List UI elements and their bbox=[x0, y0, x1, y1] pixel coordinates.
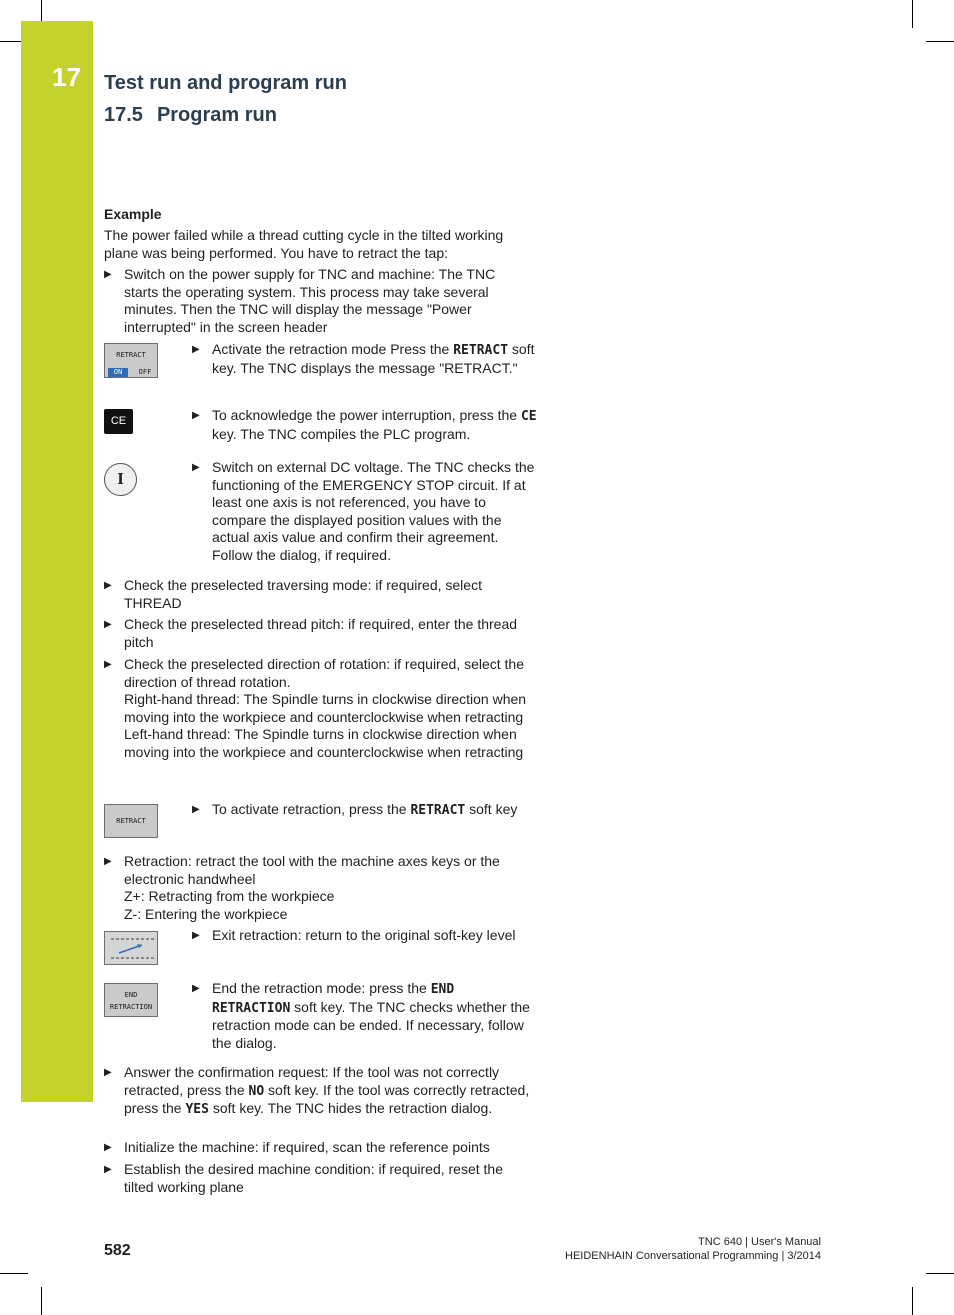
chapter-title: Test run and program run bbox=[104, 72, 347, 94]
off-indicator: OFF bbox=[138, 368, 152, 376]
footer-line-1: TNC 640 | User's Manual bbox=[698, 1236, 821, 1248]
example-heading: Example bbox=[104, 206, 162, 222]
section-title: Program run bbox=[156, 104, 277, 126]
crop-mark bbox=[926, 1273, 954, 1274]
bullet-arrow-icon: ▶ bbox=[104, 659, 112, 670]
bullet-arrow-icon: ▶ bbox=[104, 856, 112, 867]
softkey-row-icon bbox=[105, 932, 159, 966]
crop-mark bbox=[41, 0, 42, 21]
bullet-arrow-icon: ▶ bbox=[192, 804, 200, 815]
bullet-arrow-icon: ▶ bbox=[104, 1067, 112, 1078]
list-item: ▶ Check the preselected traversing mode: if required, select THREAD bbox=[104, 577, 482, 611]
end-retraction-softkey[interactable]: END RETRACTION bbox=[104, 983, 158, 1017]
section-heading bbox=[104, 104, 277, 127]
retract-softkey[interactable]: RETRACT bbox=[104, 804, 158, 838]
bullet-arrow-icon: ▶ bbox=[104, 1164, 112, 1175]
bullet-arrow-icon: ▶ bbox=[192, 930, 200, 941]
list-item: ▶ Switch on the power supply for TNC and machine: The TNC starts the operating system. This process may take several minutes. Then the TNC will display the message "Power interrupted" in the screen header bbox=[104, 266, 496, 335]
list-item: ▶ Check the preselected thread pitch: if required, enter the thread pitch bbox=[104, 616, 518, 650]
footer-line-2: HEIDENHAIN Conversational Programming | 3/2014 bbox=[565, 1250, 821, 1262]
list-item: ▶ To acknowledge the power interruption, press the CE key. The TNC compiles the PLC program. bbox=[192, 407, 537, 442]
list-item: ▶ End the retraction mode: press the END RETRACTION soft key. The TNC checks whether the retraction mode can be ended. If necessary, follow the dialog. bbox=[192, 980, 530, 1051]
crop-mark bbox=[912, 0, 913, 28]
bullet-arrow-icon: ▶ bbox=[104, 619, 112, 630]
crop-mark bbox=[912, 1287, 913, 1315]
ce-key[interactable]: CE bbox=[104, 409, 133, 434]
list-item: ▶ Activate the retraction mode Press the RETRACT soft key. The TNC displays the message "RETRACT." bbox=[192, 341, 535, 376]
machine-on-key[interactable]: I bbox=[104, 463, 137, 496]
crop-mark bbox=[0, 41, 21, 42]
chapter-number: 17 bbox=[52, 62, 81, 92]
section-number: 17.5 bbox=[104, 104, 143, 126]
crop-mark bbox=[0, 1273, 28, 1274]
bullet-arrow-icon: ▶ bbox=[192, 344, 200, 355]
list-item: ▶ Answer the confirmation request: If the tool was not correctly retracted, press the NO soft key. If the tool was correctly retracted, press the YES soft key. The TNC hides the retraction dialog. bbox=[104, 1064, 530, 1118]
list-item: ▶ Initialize the machine: if required, scan the reference points bbox=[104, 1139, 490, 1155]
bullet-arrow-icon: ▶ bbox=[192, 410, 200, 421]
list-item: ▶ Exit retraction: return to the original soft-key level bbox=[192, 927, 516, 943]
bullet-arrow-icon: ▶ bbox=[104, 269, 112, 280]
bullet-arrow-icon: ▶ bbox=[192, 983, 200, 994]
list-item: ▶ Switch on external DC voltage. The TNC checks the functioning of the EMERGENCY STOP circuit. If at least one axis is not referenced, you have to compare the displayed position values with the actual axis value and confirm their agreement. Follow the dialog, if required. bbox=[192, 459, 535, 563]
page-number: 582 bbox=[104, 1242, 131, 1259]
softkey-level-switch[interactable] bbox=[104, 931, 158, 965]
crop-mark bbox=[41, 1287, 42, 1315]
bullet-arrow-icon: ▶ bbox=[192, 462, 200, 473]
bullet-arrow-icon: ▶ bbox=[104, 580, 112, 591]
retract-onoff-softkey[interactable]: RETRACT ON OFF bbox=[104, 343, 158, 378]
on-indicator: ON bbox=[108, 368, 128, 377]
list-item: ▶ Retraction: retract the tool with the machine axes keys or the electronic handwheel Z+: Retracting from the workpiece Z-: Entering the workpiece bbox=[104, 853, 500, 922]
chapter-band bbox=[21, 21, 93, 1102]
bullet-arrow-icon: ▶ bbox=[104, 1142, 112, 1153]
list-item: ▶ To activate retraction, press the RETRACT soft key bbox=[192, 801, 518, 818]
example-intro: The power failed while a thread cutting cycle in the tilted working plane was being performed. You have to retract the tap: bbox=[104, 227, 504, 261]
list-item: ▶ Establish the desired machine condition: if required, reset the tilted working plane bbox=[104, 1161, 503, 1195]
crop-mark bbox=[926, 41, 954, 42]
list-item: ▶ Check the preselected direction of rotation: if required, select the direction of thread rotation. Right-hand thread: The Spindle turns in clockwise direction when moving into the workpiece and counterclockwise when retracting Left-hand thread: The Spindle turns in clockwise direction when moving into the workpiece and counterclockwise when retracting bbox=[104, 656, 527, 760]
